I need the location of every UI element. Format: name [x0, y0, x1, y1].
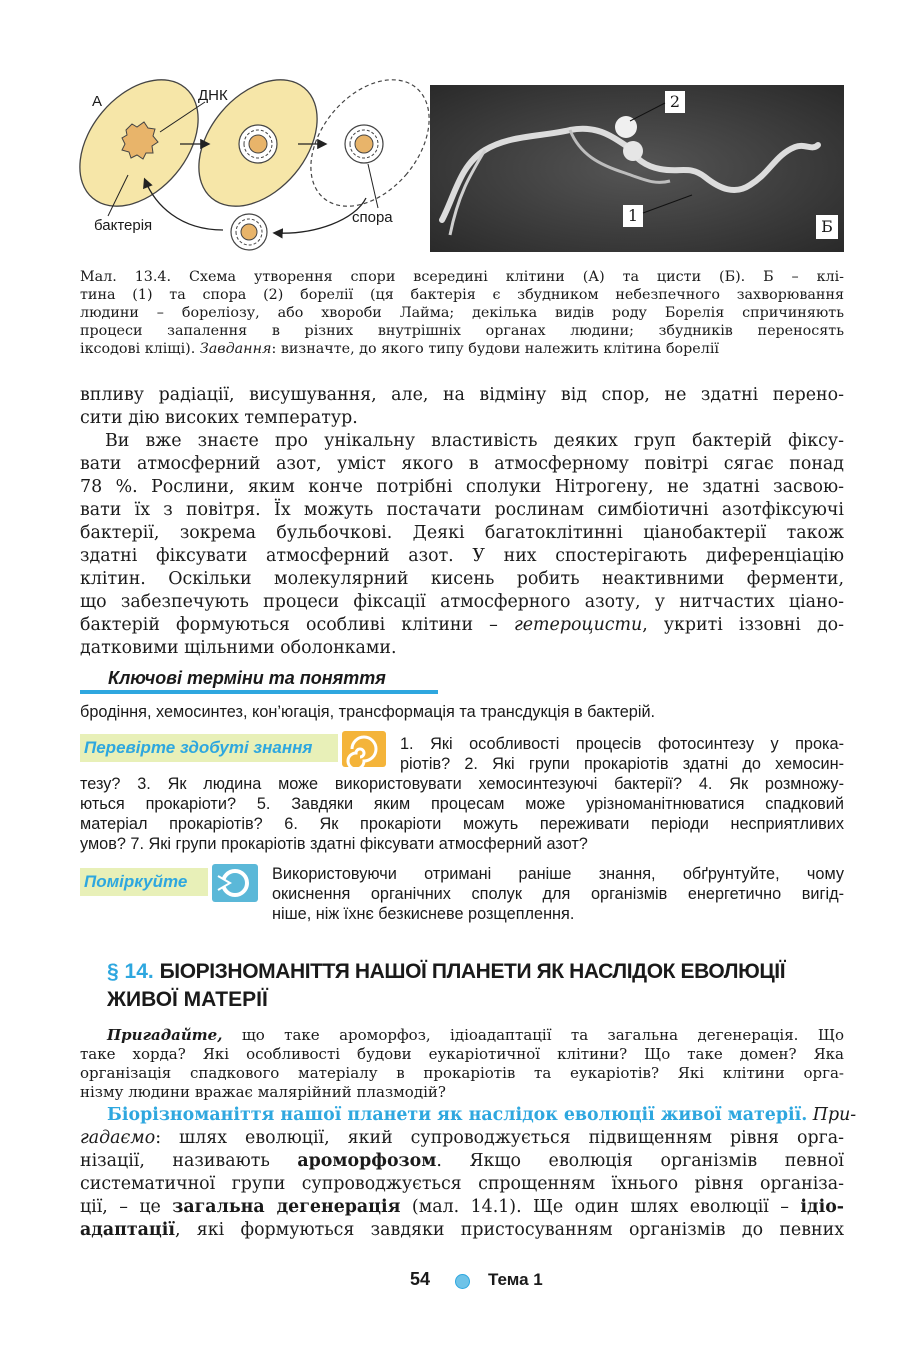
text-line: нізації, називають ароморфозом. Якщо еволюція організмів певної — [80, 1151, 844, 1171]
text-line: клітин. Оскільки молекулярний кисень робить неактивними ферменти, — [80, 569, 844, 589]
borrelia-photo — [430, 85, 844, 252]
think-label: Поміркуйте — [84, 872, 188, 891]
section-subheading: Біорізноманіття нашої планети як наслідок еволюції живої матерії. — [107, 1105, 808, 1125]
key-terms-underline — [80, 690, 438, 694]
footer-dot — [455, 1274, 470, 1289]
question-line: тезу? 3. Як людина може використовувати хемосинтезуючі бактерії? 4. Як розмножу- — [80, 775, 844, 793]
recall-line: Пригадайте, що таке ароморфоз, ідіоадаптації та загальна дегенерація. Що — [107, 1026, 844, 1044]
topic-label: Тема 1 — [488, 1270, 543, 1289]
label-dna: ДНК — [198, 87, 228, 104]
text-line: гадаємо: шлях еволюції, який супроводжується підвищенням рівня орга- — [80, 1128, 844, 1148]
caption-line: Мал. 13.4. Схема утворення спори всередині клітини (А) та цисти (Б). Б – клі- — [80, 269, 844, 285]
recall-line: організація спадкового матеріалу в прокаріотів та еукаріотів? Які клітини орга- — [80, 1064, 844, 1082]
think-line: Використовуючи отримані раніше знання, обґрунтуйте, чому — [272, 865, 844, 883]
key-terms-text: бродіння, хемосинтез, кон’югація, трансформація та трансдукція в бактерій. — [80, 703, 656, 721]
question-line: умов? 7. Які групи прокаріотів здатні фіксувати атмосферний азот? — [80, 835, 588, 853]
question-line: ріотів? 2. Які групи прокаріотів здатні до хемосин- — [400, 755, 844, 773]
caption-line: процеси запалення в різних внутрішніх органах людини; збудників переносять — [80, 323, 844, 339]
think-line: окиснення органічних сполук для організмів енергетично вигід- — [272, 885, 844, 903]
photo-label-b: Б — [816, 215, 838, 239]
check-knowledge-label-bg — [80, 734, 338, 762]
section-title: § 14. БІОРІЗНОМАНІТТЯ НАШОЇ ПЛАНЕТИ ЯК НАСЛІДОК ЕВОЛЮЦІЇ — [107, 960, 786, 983]
label-a: А — [92, 93, 103, 110]
photo-label-2: 2 — [665, 91, 685, 113]
text-line: сити дію високих температур. — [80, 408, 358, 428]
label-spore: спора — [352, 209, 393, 226]
question-line: 1. Які особливості процесів фотосинтезу у прока- — [400, 735, 844, 753]
spiral-icon — [342, 731, 386, 767]
caption-line: іксодові кліщі). Завдання: визначте, до якого типу будови належить клітина борелії — [80, 341, 720, 357]
text-line: здатні фіксувати атмосферний азот. У них спостерігають диференціацію — [80, 546, 844, 566]
recall-line: таке хорда? Які особливості будови еукаріотичної клітини? Що таке домен? Яка — [80, 1045, 844, 1063]
text-line: бактерії, зокрема бульбочкові. Деякі багатоклітинні ціанобактерії також — [80, 523, 844, 543]
spore-formation-diagram — [80, 80, 420, 260]
photo-label-1: 1 — [623, 205, 643, 227]
text-line: вати їх з повітря. Їх можуть постачати рослинам симбіотичні азотфіксуючі — [80, 500, 844, 520]
text-line: вати атмосферний азот, уміст якого в атмосферному повітрі сягає понад — [80, 454, 844, 474]
page-number: 54 — [410, 1269, 431, 1289]
think-label-bg — [80, 868, 208, 896]
think-line: ніше, ніж їхнє безкисневе розщеплення. — [272, 905, 575, 923]
text-line: що забезпечують процеси фіксації атмосферного азоту, у нитчастих ціано- — [80, 592, 844, 612]
section-title-line2: ЖИВОЇ МАТЕРІЇ — [107, 988, 268, 1011]
caption-line: тина (1) та спора (2) борелії (ця бактерія є збудником небезпечного захворювання — [80, 287, 844, 303]
section-number: § 14. — [107, 960, 154, 983]
recall-line: нізму людини вражає малярійний плазмодій? — [80, 1083, 446, 1101]
text-line: адаптації, які формуються завдяки пристосуванням організмів до певних — [80, 1220, 844, 1240]
text-line: датковими щільними оболонками. — [80, 638, 397, 658]
text-line: Ви вже знаєте про унікальну властивість деяких груп бактерій фіксу- — [105, 431, 844, 451]
think-icon — [212, 864, 258, 902]
question-line: матеріал прокаріотів? 6. Як прокаріоти можуть переживати періоди несприятливих — [80, 815, 844, 833]
text-line: систематичної групи супроводжується спрощенням їхнього рівня організа- — [80, 1174, 844, 1194]
text-line: ції, – це загальна дегенерація (мал. 14.1). Ще один шлях еволюції – ідіо- — [80, 1197, 845, 1217]
text-line: впливу радіації, висушування, але, на відміну від спор, не здатні перено- — [80, 385, 844, 405]
spore-body — [615, 116, 637, 138]
key-terms-heading: Ключові терміни та поняття — [108, 668, 386, 688]
text-line: 78 %. Рослини, яким конче потрібні сполуки Нітрогену, не здатні засвою- — [80, 477, 844, 497]
text-line: Біорізноманіття нашої планети як наслідок еволюції живої матерії. При- — [107, 1105, 857, 1125]
label-bacteria: бактерія — [94, 217, 153, 234]
check-knowledge-label: Перевірте здобуті знання — [84, 738, 313, 757]
question-line: ються прокаріоти? 5. Завдяки яким процесам може урізноманітнюватися спадковий — [80, 795, 844, 813]
caption-line: людини – бореліозу, або хвороби Лайма; декілька видів роду Борелія спричиняють — [80, 305, 844, 321]
text-line: бактерій формуються особливі клітини – гетероцисти, укриті іззовні до- — [80, 615, 844, 635]
